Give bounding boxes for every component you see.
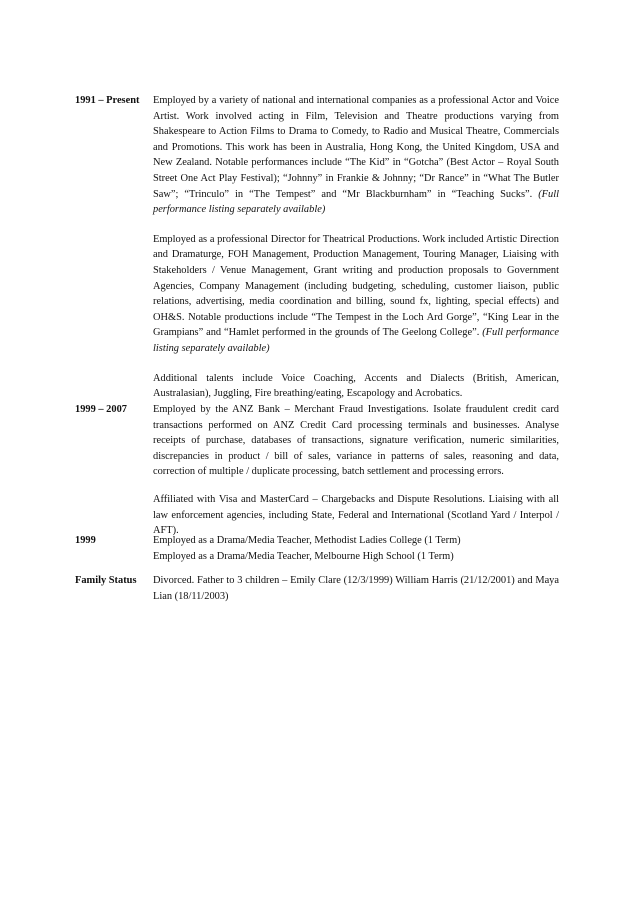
affiliation-paragraph: [153, 492, 559, 539]
paragraph-text: Affiliated with Visa and MasterCard – Chargebacks and Dispute Resolutions. Liaising with all law enforcement agencies, including State, Federal and International (Scotland Yard / Interpol / AFT).: [153, 493, 559, 537]
family-paragraph: [153, 573, 559, 604]
acting-paragraph: [153, 93, 559, 218]
paragraph-text: Employed by the ANZ Bank – Merchant Fraud Investigations. Isolate fraudulent credit card transactions performed on ANZ Credit Card processing terminals and businesses. Analyse receipts of purchase, databases of transactions, signature verification, numeric similarities, discrepancies in product / bill of sales, variance in patterns of sales, reasoning and data, correction of multiple / duplicate processing, batch settlement and processing errors.: [153, 404, 559, 478]
teaching-line: Employed as a Drama/Media Teacher, Methodist Ladies College (1 Term): [153, 535, 461, 546]
directing-paragraph: [153, 232, 559, 357]
paragraph-note: (Full performance listing separately available): [153, 188, 559, 216]
entry-body: [153, 402, 559, 539]
paragraph-text: Divorced. Father to 3 children – Emily Clare (12/3/1999) William Harris (21/12/2001) and Maya Lian (18/11/2003): [153, 575, 559, 602]
entry-date-label: 1999: [75, 535, 96, 546]
entry-section-label: Family Status: [75, 575, 137, 586]
teaching-line: Employed as a Drama/Media Teacher, Melbourne High School (1 Term): [153, 550, 454, 562]
paragraph-note: (Full performance listing separately available): [153, 327, 559, 354]
entry-date-label: 1991 – Present: [75, 95, 140, 106]
entry-body: [153, 573, 559, 604]
entry-body: [153, 533, 559, 564]
entry-body: [153, 93, 559, 402]
paragraph-text: Additional talents include Voice Coaching, Accents and Dialects (British, American, Australasian), Juggling, Fire breathing/eating, Escapology and Acrobatics.: [153, 372, 559, 400]
paragraph-text: Employed as a professional Director for Theatrical Productions. Work included Artistic Direction and Dramaturge, FOH Management, Production Management, Touring Manager, Liaising with Stakeholders / Venue Management, Grant writing and production proposals to Government Agencies, Company Management (including budgeting, scheduling, customer liaison, public relations, advertising, media coordination and billing, sound fx, lighting, special effects) and OH&S. Notable productions include “The Tempest in the Loch Ard Gorge”, “King Lear in the Grampians” and “Hamlet performed in the grounds of The Geelong College”.: [153, 233, 559, 339]
talents-paragraph: [153, 371, 559, 402]
entry-date-label: 1999 – 2007: [75, 404, 127, 415]
paragraph-text: Employed by a variety of national and international companies as a professional Actor and Voice Artist. Work involved acting in Film, Television and Theatre productions varying from Shakespeare to Action Films to Drama to Comedy, to Radio and Musical Theatre, Commercials and Promotions. This work has been in Australia, Hong Kong, the United Kingdom, USA and New Zealand. Notable performances include “The Kid” in “Gotcha” (Best Actor – Royal South Street One Act Play Festival); “Johnny” in Frankie & Johnny; “Dr Rance” in “What The Butler Saw”; “Trinculo” in “The Tempest” and “Mr Blackburnham” in “Teaching Sucks”.: [153, 95, 559, 200]
fraud-paragraph: [153, 402, 559, 480]
